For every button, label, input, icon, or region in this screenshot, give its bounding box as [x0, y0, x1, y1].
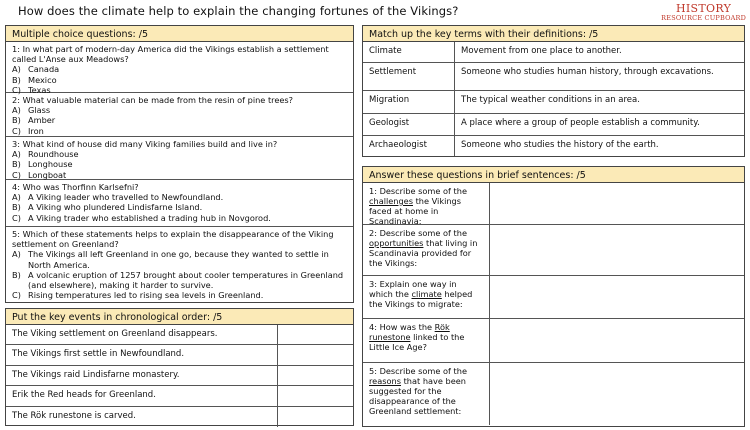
question-prefix: 1: Describe some of the	[369, 186, 467, 196]
option-text: Longhouse	[28, 159, 73, 170]
event-text: The Rök runestone is carved.	[6, 407, 278, 427]
option-text: Roundhouse	[28, 149, 79, 160]
definition[interactable]: Someone who studies human history, through excavations.	[461, 67, 714, 77]
key-word: Rök runestone	[369, 322, 450, 342]
option-text: The Vikings all left Greenland in one go, because they wanted to settle in North America.	[28, 249, 329, 270]
option-text: Amber	[28, 115, 56, 126]
option[interactable]	[12, 126, 347, 136]
option-letter: C)	[12, 125, 21, 136]
option-letter: A)	[12, 249, 21, 260]
answer-box[interactable]	[490, 276, 744, 318]
order-answer-box[interactable]	[278, 345, 353, 364]
brief-question-text	[363, 276, 490, 318]
question-text: 1: In what part of modern-day America did the Vikings establish a settlement called L'Anse aux Meadows?	[12, 44, 329, 65]
option[interactable]	[12, 290, 347, 300]
question-suffix: helped the Vikings to migrate:	[369, 289, 473, 309]
option-letter: C)	[12, 212, 21, 223]
brief-question-row	[363, 276, 744, 319]
brief-question-row	[363, 363, 744, 425]
option-text: Iron	[28, 125, 44, 136]
question-3	[6, 137, 353, 180]
option[interactable]	[12, 202, 347, 212]
definition[interactable]: The typical weather conditions in an area.	[461, 95, 640, 105]
question-4	[6, 180, 353, 227]
question-suffix: the Vikings faced at home in Scandinavia:	[369, 196, 461, 226]
event-row	[6, 325, 353, 345]
logo-line-1: HISTORY	[676, 2, 732, 15]
question-prefix: 3: Explain one way in which the	[369, 279, 457, 299]
question-suffix: linked to the Little Ice Age?	[369, 332, 465, 352]
option-text: Canada	[28, 64, 60, 75]
question-prefix: 2: Describe some of the	[369, 228, 467, 238]
option-letter: B)	[12, 159, 21, 170]
key-word: reasons	[369, 376, 401, 386]
event-row	[6, 386, 353, 406]
key-word: climate	[411, 289, 442, 299]
option-text: Rising temperatures led to rising sea levels in Greenland.	[28, 290, 264, 301]
option-letter: B)	[12, 115, 21, 126]
event-row	[6, 366, 353, 386]
option-text: Mexico	[28, 74, 57, 85]
option-letter: B)	[12, 202, 21, 213]
option-letter: C)	[12, 169, 21, 180]
key-term[interactable]: Archaeologist	[363, 136, 455, 156]
option[interactable]	[12, 249, 347, 269]
match-terms-panel	[362, 25, 745, 157]
brief-question-text	[363, 225, 490, 275]
answer-box[interactable]	[490, 225, 744, 275]
option[interactable]	[12, 192, 347, 202]
option[interactable]	[12, 64, 347, 74]
key-term[interactable]: Migration	[363, 91, 455, 113]
match-row	[363, 91, 744, 114]
match-row	[363, 63, 744, 91]
history-logo	[661, 2, 746, 22]
option-letter: A)	[12, 105, 21, 116]
option[interactable]	[12, 213, 347, 223]
option-letter: A)	[12, 192, 21, 203]
option-letter: A)	[12, 64, 21, 75]
answer-box[interactable]	[490, 319, 744, 362]
brief-question-text	[363, 363, 490, 425]
match-row	[363, 42, 744, 63]
option-text: A Viking trader who established a trading hub in Novgorod.	[28, 212, 271, 223]
worksheet-title: How does the climate help to explain the changing fortunes of the Vikings?	[18, 4, 459, 18]
event-text: Erik the Red heads for Greenland.	[6, 386, 278, 405]
option[interactable]	[12, 170, 347, 180]
option[interactable]	[12, 149, 347, 159]
key-term[interactable]: Settlement	[363, 63, 455, 90]
question-text: 3: What kind of house did many Viking families build and live in?	[12, 139, 278, 149]
option[interactable]	[12, 159, 347, 169]
match-row	[363, 136, 744, 156]
order-answer-box[interactable]	[278, 386, 353, 405]
key-term[interactable]: Geologist	[363, 114, 455, 135]
chronological-order-heading: Put the key events in chronological order: /5	[6, 309, 353, 325]
brief-answers-heading: Answer these questions in brief sentences: /5	[363, 167, 744, 183]
question-text: 2: What valuable material can be made from the resin of pine trees?	[12, 95, 294, 105]
event-text: The Vikings first settle in Newfoundland.	[6, 345, 278, 364]
answer-box[interactable]	[490, 363, 744, 425]
option-letter: C)	[12, 290, 21, 301]
question-text: 4: Who was Thorfinn Karlsefni?	[12, 182, 139, 192]
option-letter: A)	[12, 149, 21, 160]
multiple-choice-heading: Multiple choice questions: /5	[6, 26, 353, 42]
option[interactable]	[12, 270, 347, 290]
multiple-choice-panel	[5, 25, 354, 303]
match-row	[363, 114, 744, 136]
option-text: A Viking leader who travelled to Newfoundland.	[28, 192, 224, 203]
chronological-order-panel	[5, 308, 354, 426]
brief-question-text	[363, 183, 490, 224]
brief-answers-panel	[362, 166, 745, 427]
brief-question-row	[363, 319, 744, 363]
option-text: Glass	[28, 105, 51, 116]
option[interactable]	[12, 105, 347, 115]
option-text: Longboat	[28, 169, 67, 180]
option-letter: B)	[12, 269, 21, 280]
question-list	[6, 42, 353, 302]
option-text: A volcanic eruption of 1257 brought about cooler temperatures in Greenland (and elsewhere), making it harder to survive.	[28, 269, 344, 291]
key-term[interactable]: Climate	[363, 42, 455, 62]
logo-line-2: RESOURCE CUPBOARD	[661, 14, 746, 22]
event-text: The Vikings raid Lindisfarne monastery.	[6, 366, 278, 385]
event-text: The Viking settlement on Greenland disappears.	[6, 325, 278, 344]
option-text: A Viking who plundered Lindisfarne Island.	[28, 202, 203, 213]
brief-question-row	[363, 183, 744, 225]
key-word: opportunities	[369, 238, 424, 248]
option[interactable]	[12, 115, 347, 125]
definition[interactable]: A place where a group of people establish a community.	[461, 118, 700, 128]
definition[interactable]: Someone who studies the history of the earth.	[461, 140, 659, 150]
match-terms-heading: Match up the key terms with their definitions: /5	[363, 26, 744, 42]
answer-box[interactable]	[490, 183, 744, 224]
question-text: 5: Which of these statements helps to explain the disappearance of the Viking settlement on Greenland?	[12, 229, 334, 250]
question-suffix: that living in Scandinavia provided for the Vikings:	[369, 238, 478, 268]
order-answer-box[interactable]	[278, 366, 353, 385]
brief-question-text	[363, 319, 490, 362]
option-letter: C)	[12, 84, 21, 95]
option-letter: B)	[12, 74, 21, 85]
question-1	[6, 42, 353, 93]
option-text: Texas	[28, 84, 51, 95]
option[interactable]	[12, 85, 347, 95]
definition[interactable]: Movement from one place to another.	[461, 46, 622, 56]
question-5	[6, 227, 353, 302]
brief-question-row	[363, 225, 744, 276]
event-row	[6, 345, 353, 365]
option[interactable]	[12, 75, 347, 85]
event-row	[6, 407, 353, 427]
key-word: challenges	[369, 196, 413, 206]
question-prefix: 5: Describe some of the	[369, 366, 467, 376]
question-prefix: 4: How was the	[369, 322, 435, 332]
question-suffix: that have been suggested for the disappearance of the Greenland settlement:	[369, 376, 466, 416]
order-answer-box[interactable]	[278, 325, 353, 344]
question-2	[6, 93, 353, 137]
order-answer-box[interactable]	[278, 407, 353, 427]
